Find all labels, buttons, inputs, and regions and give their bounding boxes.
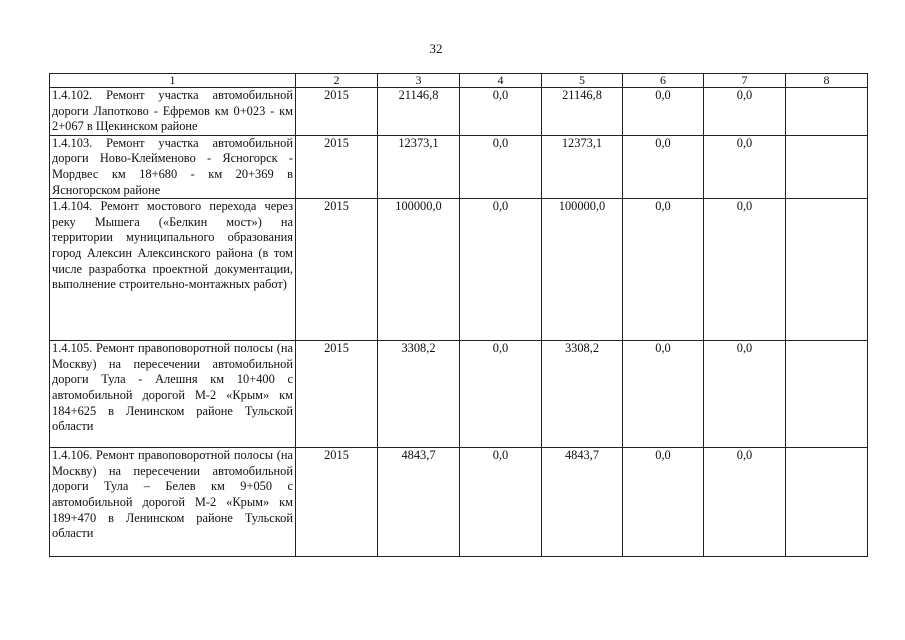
header-col-2: 2 [296, 74, 378, 88]
row-col-6: 0,0 [623, 341, 704, 448]
header-col-6: 6 [623, 74, 704, 88]
row-col-8 [786, 448, 868, 557]
row-year: 2015 [296, 448, 378, 557]
row-col-5: 4843,7 [542, 448, 623, 557]
row-year: 2015 [296, 341, 378, 448]
header-col-7: 7 [704, 74, 786, 88]
table-row [50, 448, 868, 557]
row-col-7: 0,0 [704, 88, 786, 136]
row-description: 1.4.102. Ремонт участка автомобильной дороги Лапотково - Ефремов км 0+023 - км 2+067 в Щекинском районе [50, 88, 296, 136]
table-row [50, 88, 868, 136]
row-year: 2015 [296, 88, 378, 136]
budget-table [49, 73, 868, 557]
row-year: 2015 [296, 199, 378, 341]
table-row [50, 341, 868, 448]
row-description: 1.4.106. Ремонт правоповоротной полосы (на Москву) на пересечении автомобильной дороги Тула – Белев км 9+050 с автомобильной дорогой М-2 «Крым» км 189+470 в Ленинском районе Тульской области [50, 448, 296, 557]
header-row [50, 74, 868, 88]
row-col-8 [786, 88, 868, 136]
page-number: 32 [429, 41, 443, 56]
row-col-5: 21146,8 [542, 88, 623, 136]
row-col-7: 0,0 [704, 341, 786, 448]
row-col-8 [786, 135, 868, 198]
row-col-4: 0,0 [460, 341, 542, 448]
row-col-5: 100000,0 [542, 199, 623, 341]
row-col-7: 0,0 [704, 199, 786, 341]
row-col-3: 21146,8 [378, 88, 460, 136]
row-year: 2015 [296, 135, 378, 198]
row-col-8 [786, 199, 868, 341]
row-col-6: 0,0 [623, 448, 704, 557]
header-col-3: 3 [378, 74, 460, 88]
row-description: 1.4.105. Ремонт правоповоротной полосы (на Москву) на пересечении автомобильной дороги Тула - Алешня км 10+400 с автомобильной дорогой М-2 «Крым» км 184+625 в Ленинском районе Тульской области [50, 341, 296, 448]
row-col-5: 12373,1 [542, 135, 623, 198]
header-col-8: 8 [786, 74, 868, 88]
header-col-1: 1 [50, 74, 296, 88]
table-row [50, 199, 868, 341]
row-col-6: 0,0 [623, 199, 704, 341]
row-description: 1.4.103. Ремонт участка автомобильной дороги Ново-Клейменово - Ясногорск - Мордвес км 18+680 - км 20+369 в Ясногорском районе [50, 135, 296, 198]
row-col-4: 0,0 [460, 135, 542, 198]
row-col-3: 4843,7 [378, 448, 460, 557]
row-col-5: 3308,2 [542, 341, 623, 448]
row-col-3: 3308,2 [378, 341, 460, 448]
row-col-6: 0,0 [623, 135, 704, 198]
row-col-7: 0,0 [704, 448, 786, 557]
row-col-4: 0,0 [460, 448, 542, 557]
row-description: 1.4.104. Ремонт мостового перехода через реку Мышега («Белкин мост») на территории муниципального образования город Алексин Алексинского района (в том числе разработка проектной документации, выполнение строительно-монтажных работ) [50, 199, 296, 341]
row-col-6: 0,0 [623, 88, 704, 136]
row-col-7: 0,0 [704, 135, 786, 198]
row-col-3: 100000,0 [378, 199, 460, 341]
row-col-4: 0,0 [460, 88, 542, 136]
header-col-4: 4 [460, 74, 542, 88]
header-col-5: 5 [542, 74, 623, 88]
row-col-8 [786, 341, 868, 448]
row-col-4: 0,0 [460, 199, 542, 341]
table-row [50, 135, 868, 198]
row-col-3: 12373,1 [378, 135, 460, 198]
